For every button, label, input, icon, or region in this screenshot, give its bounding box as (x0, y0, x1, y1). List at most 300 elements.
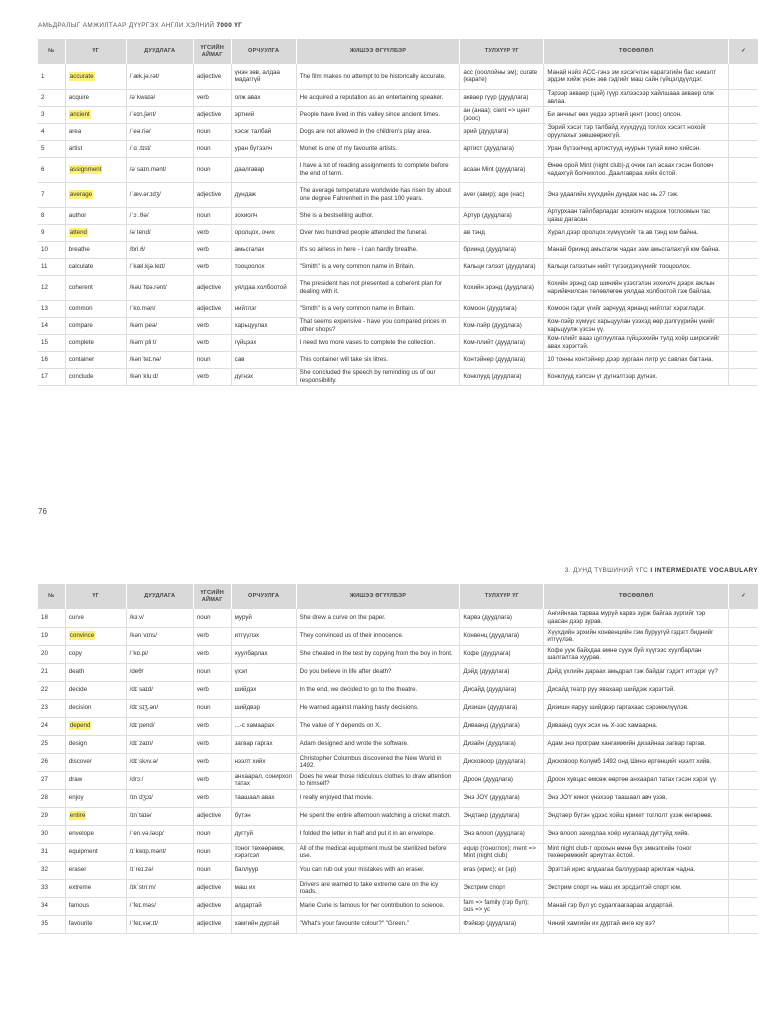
row-number (38, 879, 65, 897)
example-cell-text: Does he wear those ridiculous clothes to draw attention to himself? (299, 772, 452, 787)
translation-cell-text: харьцуулах (234, 321, 268, 329)
imagination-cell-text: Эндтаер бүтэн үдээс хойш крикет тоглолт үзэж өнгөрөөв. (547, 812, 713, 820)
table-row (38, 717, 758, 735)
part-of-speech-cell-text: verb (196, 372, 209, 380)
keyword-cell-text: Диваанд (дуудлага) (463, 722, 520, 730)
word-cell-text: compare (68, 321, 93, 329)
pronunciation-cell-text: /ˈæv.ər.ɪdʒ/ (129, 190, 161, 198)
translation-cell-text: муруй (234, 614, 252, 622)
translation-cell-text: тооцоолох (234, 262, 265, 270)
word-cell (65, 609, 126, 627)
keyword-cell-text: Дэйд (дуудлага) (463, 668, 510, 676)
checkbox-cell[interactable] (729, 140, 758, 157)
imagination-cell (544, 258, 729, 275)
translation-cell-text: шийдэх (234, 686, 257, 694)
keyword-cell-text: Фэйвэр (дуудлага) (463, 920, 517, 928)
translation-cell (231, 861, 296, 879)
translation-cell (231, 609, 296, 627)
part-of-speech-cell-text: noun (196, 830, 211, 838)
keyword-cell (460, 663, 544, 681)
row-number (38, 334, 65, 351)
keyword-cell-text: Дизайн (дуудлага) (463, 740, 516, 748)
example-cell (296, 789, 460, 807)
translation-cell (231, 915, 296, 933)
checkbox-cell[interactable] (729, 861, 758, 879)
table-row (38, 843, 758, 861)
pronunciation-cell (126, 106, 193, 123)
word-cell-text: calculate (68, 262, 94, 270)
checkbox-cell[interactable] (729, 123, 758, 140)
row-number-text: 4 (41, 127, 45, 135)
keyword-cell (460, 275, 544, 300)
translation-cell (231, 224, 296, 241)
keyword-cell-text: Энэ влооп (дуудлага) (463, 830, 525, 838)
example-cell (296, 368, 460, 385)
keyword-cell (460, 157, 544, 182)
word-cell-text: container (68, 355, 95, 363)
checkbox-cell[interactable] (729, 351, 758, 368)
imagination-cell-text: Ком-пэйр хүмүүс харьцуулан үзэхэд өөр дэлгүүрийн үнийг харьцуулж үзсэн үү. (547, 318, 715, 333)
example-cell-text: You can rub out your mistakes with an eraser. (299, 866, 425, 874)
part-of-speech-cell-text: verb (196, 686, 209, 694)
part-of-speech-cell (193, 627, 231, 645)
translation-cell-text: анхаарал, сонирхол татах (234, 772, 293, 787)
pronunciation-cell (126, 609, 193, 627)
part-of-speech-cell-text: adjective (196, 920, 222, 928)
keyword-cell-text: Эндтаер (дуудлага) (463, 812, 520, 820)
imagination-cell-text: Ээрий хэсэг тэр талбайд хүүхдүүд тоглох хэсэгт нохойг оруулахыг зөвшөөрөхгүй. (547, 124, 707, 139)
pronunciation-cell (126, 351, 193, 368)
checkbox-cell[interactable] (729, 317, 758, 334)
checkbox-cell[interactable] (729, 275, 758, 300)
imagination-cell-text: Дизишн яаруу шийдвэр гаргахаас сэрэмжлүүлэв. (547, 704, 689, 712)
part-of-speech-cell (193, 789, 231, 807)
imagination-cell-text: Хурал дээр оролцох хүмүүсийг та ав тэнд юм байна. (547, 228, 699, 236)
word-cell (65, 64, 126, 89)
pronunciation-cell (126, 317, 193, 334)
pronunciation-cell-text: /ˈfeɪ.məs/ (129, 902, 156, 910)
word-cell-text: area (68, 127, 82, 135)
checkbox-cell[interactable] (729, 207, 758, 224)
column-header: ДУУДЛАГА (126, 584, 193, 609)
section-separator: I (650, 567, 653, 574)
example-cell-text: Christopher Columbus discovered the New World in 1492. (299, 754, 442, 769)
translation-cell (231, 140, 296, 157)
checkbox-cell[interactable] (729, 807, 758, 825)
imagination-cell-text: Энэ влооп захидлаа хоёр нугалаад дугтуйд хийв. (547, 830, 690, 838)
column-header: ҮГСИЙН АЙМАГ (193, 584, 231, 609)
part-of-speech-cell (193, 807, 231, 825)
word-cell (65, 123, 126, 140)
imagination-cell-text: Дэйд үхлийн дараах амьдрал гэж байдаг гэдэгт итгэдэг үү? (547, 668, 718, 676)
example-cell (296, 241, 460, 258)
checkbox-cell[interactable] (729, 64, 758, 89)
keyword-cell (460, 699, 544, 717)
imagination-cell (544, 334, 729, 351)
word-cell (65, 897, 126, 915)
part-of-speech-cell (193, 699, 231, 717)
keyword-cell (460, 123, 544, 140)
row-number (38, 157, 65, 182)
translation-cell-text: даалгавар (234, 165, 265, 173)
example-cell (296, 699, 460, 717)
pronunciation-cell-text: /dɪˈzaɪn/ (129, 740, 153, 748)
translation-cell-text: үхэл (234, 668, 248, 676)
table-row (38, 368, 758, 385)
example-cell-text: I have a lot of reading assignments to complete before the end of term. (299, 162, 449, 177)
translation-cell (231, 771, 296, 789)
example-cell (296, 224, 460, 241)
table-row (38, 275, 758, 300)
part-of-speech-cell (193, 915, 231, 933)
keyword-cell (460, 64, 544, 89)
page-header (38, 22, 242, 29)
table-row (38, 207, 758, 224)
word-cell-text: draw (68, 776, 83, 784)
imagination-cell (544, 157, 729, 182)
column-header: ТУЛХҮҮР ҮГ (460, 39, 544, 64)
checkbox-cell[interactable] (729, 663, 758, 681)
part-of-speech-cell-text: verb (196, 758, 209, 766)
translation-cell (231, 258, 296, 275)
column-header: ҮГСИЙН АЙМАГ (193, 39, 231, 64)
row-number-text: 13 (41, 304, 48, 312)
imagination-cell-text: Кофе ууж байхдаа өмнө сууж буй хүүгээс хуулбарлан шалгалтаа хуурав. (547, 646, 702, 661)
row-number-text: 25 (41, 740, 48, 748)
part-of-speech-cell (193, 717, 231, 735)
imagination-cell-text: Дроон хувцас өмсөж өөртөө анхаарал татах гэсэн хэрэг үү. (547, 776, 718, 784)
part-of-speech-cell (193, 843, 231, 861)
part-of-speech-cell-text: adjective (196, 304, 222, 312)
translation-cell (231, 317, 296, 334)
table-row (38, 258, 758, 275)
header-count: 7000 ҮГ (216, 22, 243, 29)
pronunciation-cell (126, 861, 193, 879)
translation-cell (231, 157, 296, 182)
pronunciation-cell-text: /ˈæk.jə.rət/ (129, 72, 160, 80)
checkbox-cell[interactable] (729, 334, 758, 351)
word-cell-text: breathe (68, 245, 90, 253)
keyword-cell-text: Кальци гэлээт (дуудлага) (463, 262, 536, 270)
part-of-speech-cell (193, 368, 231, 385)
table-row (38, 699, 758, 717)
keyword-cell (460, 879, 544, 897)
row-number-text: 34 (41, 902, 48, 910)
keyword-cell (460, 207, 544, 224)
pronunciation-cell-text: /kənˈvɪns/ (129, 632, 157, 640)
row-number-text: 19 (41, 632, 48, 640)
word-cell (65, 258, 126, 275)
example-cell-text: He spent the entire afternoon watching a cricket match. (299, 812, 451, 820)
imagination-cell-text: Дисковоор Колумб 1492 онд Шинэ ертөнцийг нээлт хийв. (547, 758, 712, 766)
checkbox-cell[interactable] (729, 825, 758, 843)
translation-cell-text: оролцох, очих (234, 228, 275, 236)
row-number (38, 300, 65, 317)
imagination-cell (544, 663, 729, 681)
row-number-text: 33 (41, 884, 48, 892)
part-of-speech-cell-text: verb (196, 794, 209, 802)
page-number: 76 (38, 507, 47, 516)
checkbox-cell[interactable] (729, 241, 758, 258)
part-of-speech-cell-text: verb (196, 776, 209, 784)
row-number-text: 17 (41, 372, 48, 380)
example-cell (296, 207, 460, 224)
pronunciation-cell-text: /ˈɑː.tɪst/ (129, 144, 151, 152)
translation-cell (231, 843, 296, 861)
word-cell-text: copy (68, 650, 82, 658)
translation-cell (231, 275, 296, 300)
part-of-speech-cell (193, 140, 231, 157)
imagination-cell-text: Хүүхдийн эрхийн конвенцийн гэм буруугүй гэдэгт биднийг итгүүлэв. (547, 628, 714, 643)
row-number (38, 861, 65, 879)
checkbox-cell[interactable] (729, 182, 758, 207)
example-cell-text: She is a bestselling author. (299, 211, 374, 219)
example-cell-text: She cheated in the test by copying from the boy in front. (299, 650, 453, 658)
table-row (38, 645, 758, 663)
translation-cell (231, 645, 296, 663)
column-header: ҮГ (65, 584, 126, 609)
checkbox-cell[interactable] (729, 735, 758, 753)
pronunciation-cell (126, 258, 193, 275)
column-header: ОРЧУУЛГА (231, 39, 296, 64)
keyword-cell-text: Комоон (дуудлага) (463, 304, 517, 312)
pronunciation-cell (126, 753, 193, 771)
table-row (38, 627, 758, 645)
pronunciation-cell-text: /briːð/ (129, 245, 146, 253)
translation-cell (231, 663, 296, 681)
keyword-cell-text: Конклууд (дуудлага) (463, 372, 522, 380)
part-of-speech-cell (193, 351, 231, 368)
column-header: ТУЛХҮҮР ҮГ (460, 584, 544, 609)
word-cell-text: author (68, 211, 87, 219)
keyword-cell (460, 368, 544, 385)
keyword-cell-text: Артур (дуудлага) (463, 211, 512, 219)
part-of-speech-cell-text: verb (196, 632, 209, 640)
part-of-speech-cell (193, 663, 231, 681)
imagination-cell-text: Ком-плийт вааз цуглуулгаа гүйцээхийн тулд хоёр ширхэгийг авах хэрэгтэй. (547, 335, 720, 350)
translation-cell (231, 89, 296, 106)
part-of-speech-cell-text: verb (196, 93, 209, 101)
example-cell (296, 157, 460, 182)
checkbox-cell[interactable] (729, 258, 758, 275)
checkbox-cell[interactable] (729, 645, 758, 663)
pronunciation-cell (126, 89, 193, 106)
keyword-cell (460, 317, 544, 334)
keyword-cell (460, 89, 544, 106)
imagination-cell-text: Энэ удаагийн хүүхдийн дундаж нас нь 27 гэж. (547, 190, 679, 198)
checkbox-cell[interactable] (729, 157, 758, 182)
example-cell-text: The value of Y depends on X. (299, 722, 381, 730)
word-cell (65, 317, 126, 334)
checkbox-cell[interactable] (729, 915, 758, 933)
word-cell (65, 861, 126, 879)
part-of-speech-cell (193, 89, 231, 106)
keyword-cell-text: Дизишн (дуудлага) (463, 704, 518, 712)
part-of-speech-cell-text: verb (196, 228, 209, 236)
imagination-cell (544, 106, 729, 123)
pronunciation-cell-text: /kənˈkluːd/ (129, 372, 159, 380)
keyword-cell-text: ан (анаа); cient => цент (зоос) (463, 107, 531, 122)
keyword-cell (460, 753, 544, 771)
translation-cell-text: бүтэн (234, 812, 251, 820)
pronunciation-cell (126, 300, 193, 317)
part-of-speech-cell-text: noun (196, 614, 211, 622)
checkbox-cell[interactable] (729, 368, 758, 385)
translation-cell (231, 123, 296, 140)
pronunciation-cell-text: /deθ/ (129, 668, 144, 676)
pronunciation-cell (126, 789, 193, 807)
table-header-row (38, 39, 758, 64)
word-cell (65, 807, 126, 825)
row-number-text: 27 (41, 776, 48, 784)
translation-cell-text: дундаж (234, 190, 256, 198)
pronunciation-cell (126, 140, 193, 157)
example-cell-text: I folded the letter in half and put it in an envelope. (299, 830, 435, 838)
checkbox-cell[interactable] (729, 753, 758, 771)
word-cell (65, 207, 126, 224)
table-row (38, 861, 758, 879)
translation-cell (231, 699, 296, 717)
row-number (38, 89, 65, 106)
keyword-cell-text: Экстрим спорт (463, 884, 506, 892)
table-header-row (38, 584, 758, 609)
checkbox-cell[interactable] (729, 879, 758, 897)
table-row (38, 300, 758, 317)
example-cell-text: The president has not presented a coherent plan for dealing with it. (299, 280, 443, 295)
pronunciation-cell-text: /kəmˈpliːt/ (129, 338, 157, 346)
keyword-cell-text: Дисайд (дуудлага) (463, 686, 517, 694)
imagination-cell-text: Тэрээр акваер (цэй) гүүр хэлээсээр хайлшааа акваер олж авлаа. (547, 90, 714, 105)
imagination-cell-text: Манай нэйз ACC-гэнэ эм хэсэгчлэн каратэгийн бас нэмэлт эрдэм хийж үнэн зөв гэдгийг маш сайн гүйцэлдүүлдэг. (547, 68, 716, 84)
keyword-cell-text: эрий (дуудлага) (463, 127, 509, 135)
checkbox-cell[interactable] (729, 699, 758, 717)
checkbox-cell[interactable] (729, 717, 758, 735)
part-of-speech-cell-text: adjective (196, 902, 222, 910)
word-cell-text: assignment (69, 165, 102, 173)
checkbox-cell[interactable] (729, 843, 758, 861)
example-cell-text: They convinced us of their innocence. (299, 632, 404, 640)
table-row (38, 182, 758, 207)
keyword-cell (460, 334, 544, 351)
table-row (38, 681, 758, 699)
keyword-cell (460, 771, 544, 789)
example-cell-text: In the end, we decided to go to the theatre. (299, 686, 418, 694)
row-number-text: 35 (41, 920, 48, 928)
part-of-speech-cell-text: adjective (196, 72, 222, 80)
word-cell-text: complete (68, 338, 94, 346)
part-of-speech-cell (193, 681, 231, 699)
table-row (38, 64, 758, 89)
table-row (38, 140, 758, 157)
example-cell (296, 645, 460, 663)
translation-cell-text: дугтуй (234, 830, 254, 838)
example-cell (296, 807, 460, 825)
pronunciation-cell (126, 224, 193, 241)
part-of-speech-cell (193, 182, 231, 207)
row-number (38, 182, 65, 207)
row-number-text: 11 (41, 262, 48, 270)
row-number-text: 2 (41, 93, 45, 101)
word-cell-text: entire (69, 812, 86, 820)
keyword-cell (460, 843, 544, 861)
word-cell-text: discover (68, 758, 92, 766)
example-cell (296, 182, 460, 207)
translation-cell (231, 241, 296, 258)
checkbox-cell[interactable] (729, 609, 758, 627)
translation-cell (231, 897, 296, 915)
row-number-text: 6 (41, 165, 45, 173)
keyword-cell (460, 807, 544, 825)
column-header: ЖИШЭЭ ӨГҮҮЛБЭР (296, 584, 460, 609)
example-cell-text: "Smith" is a very common name in Britain. (299, 262, 415, 270)
imagination-cell (544, 807, 729, 825)
pronunciation-cell-text: /ɪnˈdʒɔɪ/ (129, 794, 153, 802)
checkbox-cell[interactable] (729, 89, 758, 106)
checkbox-cell[interactable] (729, 897, 758, 915)
word-cell (65, 663, 126, 681)
pronunciation-cell (126, 123, 193, 140)
checkbox-cell[interactable] (729, 771, 758, 789)
row-number (38, 275, 65, 300)
word-cell-text: accurate (69, 72, 94, 80)
table-row (38, 897, 758, 915)
checkbox-cell[interactable] (729, 627, 758, 645)
part-of-speech-cell (193, 317, 231, 334)
example-cell (296, 663, 460, 681)
part-of-speech-cell-text: adjective (196, 110, 222, 118)
pronunciation-cell-text: /əˈkwaɪə/ (129, 93, 156, 101)
translation-cell-text: үнэн зөв, алдаа мадаггүй (234, 68, 280, 84)
imagination-cell-text: Кальци гэлээтын нийт түгээгдэхүүнийг тооцоолох. (547, 262, 691, 270)
imagination-cell-text: Уран бүтээлчид артистууд нуурын тухай кино хийсэн. (547, 144, 701, 152)
word-cell-text: curve (68, 614, 84, 622)
pronunciation-cell-text: /dɪˈskʌv.ə/ (129, 758, 158, 766)
table-row (38, 753, 758, 771)
example-cell (296, 681, 460, 699)
table-row (38, 123, 758, 140)
keyword-cell (460, 351, 544, 368)
row-number-text: 5 (41, 144, 45, 152)
checkbox-cell[interactable] (729, 106, 758, 123)
example-cell (296, 753, 460, 771)
word-cell (65, 699, 126, 717)
row-number-text: 8 (41, 211, 45, 219)
column-header: № (38, 584, 65, 609)
imagination-cell-text: Чиний хамгийн их дуртай өнгө юу вэ? (547, 920, 656, 928)
pronunciation-cell-text: /kənˈteɪ.nə/ (129, 355, 162, 363)
checkbox-cell[interactable] (729, 224, 758, 241)
row-number (38, 368, 65, 385)
row-number (38, 351, 65, 368)
pronunciation-cell-text: /ɪˈkwɪp.mənt/ (129, 848, 167, 856)
pronunciation-cell-text: /ˈkɒ.pi/ (129, 650, 149, 658)
pronunciation-cell (126, 207, 193, 224)
example-cell-text: "What's your favourite colour?" "Green." (299, 920, 410, 928)
row-number-text: 21 (41, 668, 48, 676)
checkbox-cell[interactable] (729, 300, 758, 317)
checkbox-cell[interactable] (729, 789, 758, 807)
pronunciation-cell-text: /ɪˈreɪ.zə/ (129, 866, 154, 874)
part-of-speech-cell (193, 897, 231, 915)
pronunciation-cell-text: /ɪnˈtaɪə/ (129, 812, 152, 820)
table-body (38, 609, 758, 933)
imagination-cell (544, 275, 729, 300)
checkbox-cell[interactable] (729, 681, 758, 699)
row-number-text: 22 (41, 686, 48, 694)
row-number-text: 23 (41, 704, 48, 712)
word-cell (65, 368, 126, 385)
keyword-cell-text: Ком-плийт (дуудлага) (463, 338, 526, 346)
